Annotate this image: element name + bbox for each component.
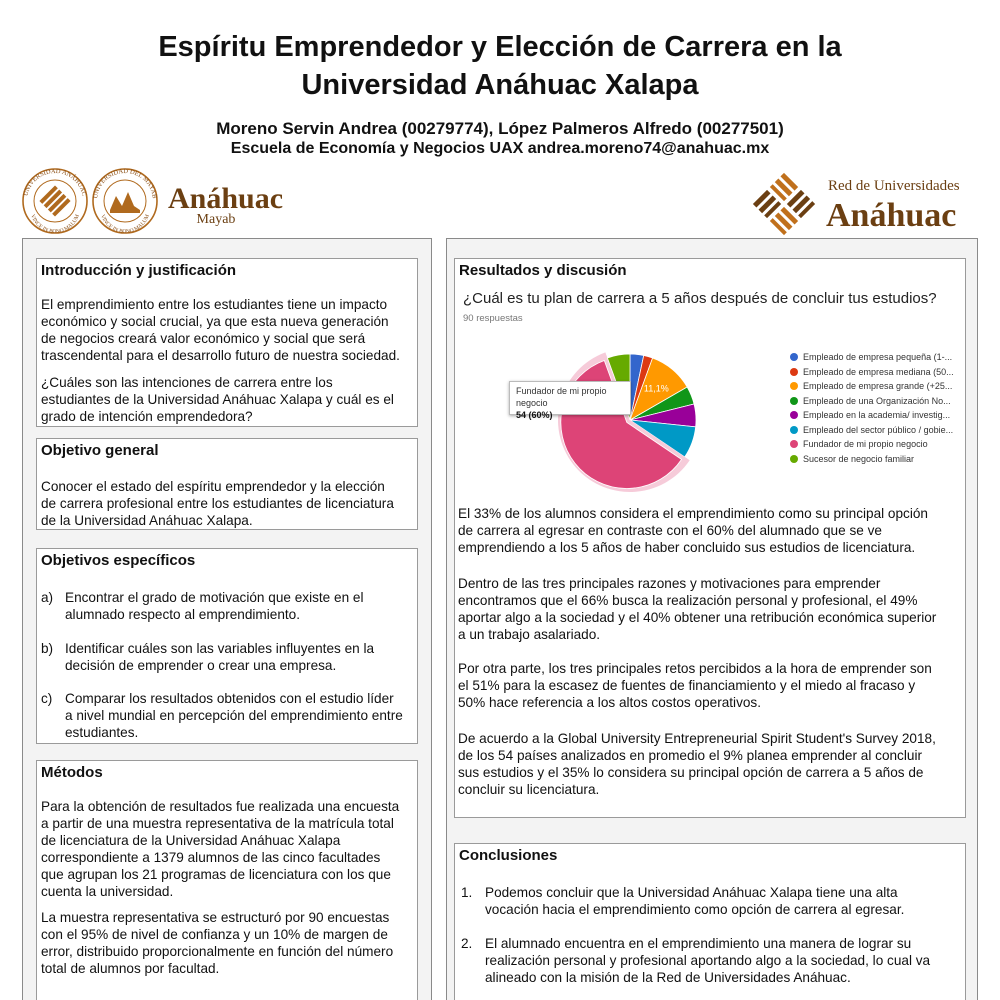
legend-label: Empleado de empresa grande (+25... xyxy=(803,381,953,391)
text-line: encontramos que el 66% busca la realización personal y profesional, el 49% xyxy=(458,593,918,608)
text-line: Identificar cuáles son las variables influyentes en la xyxy=(65,641,375,656)
metodos-paragraph-1 xyxy=(41,798,399,900)
text-line: aportar algo a la sociedad y el 40% obtener una retribución económica superior xyxy=(458,610,937,625)
especificos-section xyxy=(36,548,418,744)
resultados-paragraph-3 xyxy=(458,660,932,711)
text-line: Por otra parte, los tres principales retos percibidos a la hora de emprender son xyxy=(458,661,932,676)
text-line: El alumnado encuentra en el emprendimiento una manera de lograr su xyxy=(485,936,912,951)
tooltip-label: Fundador de mi propio negocio xyxy=(516,386,607,408)
legend-label: Sucesor de negocio familiar xyxy=(803,453,915,464)
text-line: que agrupan los 21 programas de licenciatura con los que xyxy=(41,867,391,882)
legend-label: Empleado en la academia/ investig... xyxy=(803,410,951,420)
text-line: sus estudios y el 35% lo considera su principal opción de carrera a 5 años de xyxy=(458,765,924,780)
resultados-paragraph-2 xyxy=(458,575,936,643)
text-line: Comparar los resultados obtenidos con el estudio líder xyxy=(65,691,394,706)
seal1-text: UNIVERSIDAD ANÁHUAC xyxy=(22,167,88,197)
text-line: realización personal y profesional aportando algo a la sociedad, lo cual va xyxy=(485,953,931,968)
text-line: El emprendimiento entre los estudiantes tiene un impacto xyxy=(41,297,388,312)
text-line: emprendiendo a los 5 años de haber concluido sus estudios de licenciatura. xyxy=(458,540,916,555)
seal1-motto: VINCE IN BONO MALUM xyxy=(29,213,81,236)
intro-paragraph-1 xyxy=(41,296,400,364)
anahuac-mayab-logo xyxy=(20,166,290,236)
text-line: estudiantes de la Universidad Anáhuac Xalapa y cuál es el xyxy=(41,392,394,407)
conclusiones-heading: Conclusiones xyxy=(459,847,558,864)
text-line: alumnado respecto al emprendimiento. xyxy=(65,607,301,622)
text-line: La muestra representativa se estructuró por 90 encuestas xyxy=(41,910,390,925)
text-line: a partir de una muestra representativa de la matrícula total xyxy=(41,816,394,831)
text-line: de los 54 países analizados en promedio el 9% planea emprender al concluir xyxy=(458,748,922,763)
text-line: Encontrar el grado de motivación que existe en el xyxy=(65,590,364,605)
metodos-heading: Métodos xyxy=(41,764,103,781)
text-line: Conocer el estado del espíritu emprendedor y la elección xyxy=(41,479,385,494)
seal2-text: UNIVERSIDAD DEL MAYAB xyxy=(92,167,158,199)
text-line: 50% hace referencia a los altos costos operativos. xyxy=(458,695,762,710)
text-line: Podemos concluir que la Universidad Anáhuac Xalapa tiene una alta xyxy=(485,885,898,900)
woven-squares-icon xyxy=(753,173,815,235)
text-line: trascendental para el desarrollo futuro de nuestra sociedad. xyxy=(41,348,400,363)
survey-responses: 90 respuestas xyxy=(463,313,523,324)
legend-swatch xyxy=(790,426,798,434)
text-line: a nivel mundial en percepción del emprendimiento entre xyxy=(65,708,403,723)
text-line: Dentro de las tres principales razones y motivaciones para emprender xyxy=(458,576,881,591)
list-item xyxy=(41,690,411,741)
list-marker: 1. xyxy=(461,885,473,900)
survey-question: ¿Cuál es tu plan de carrera a 5 años después de concluir tus estudios? xyxy=(463,290,937,307)
text-line: económico y social crucial, ya que esta nueva generación xyxy=(41,314,389,329)
conclusiones-section xyxy=(454,843,966,1000)
legend-swatch xyxy=(790,440,798,448)
anahuac-mayab-sub: Mayab xyxy=(196,212,236,227)
intro-section xyxy=(36,258,418,427)
resultados-paragraph-4 xyxy=(458,730,936,798)
resultados-paragraph-1 xyxy=(458,505,928,556)
text-line: alineado con la misión de la Red de Universidades Anáhuac. xyxy=(485,970,851,985)
text-line: total de alumnos por facultad. xyxy=(41,961,220,976)
legend-label: Empleado de una Organización No... xyxy=(803,395,951,406)
text-line: correspondiente a 1379 alumnos de las cinco facultades xyxy=(41,850,381,865)
pie-tooltip xyxy=(509,381,631,420)
legend-swatch xyxy=(790,455,798,463)
text-line: concluir su licenciatura. xyxy=(458,782,600,797)
poster-title xyxy=(0,28,1000,104)
objetivo-heading: Objetivo general xyxy=(41,442,159,459)
text-line: decisión de emprender o crear una empresa. xyxy=(65,658,337,673)
resultados-heading: Resultados y discusión xyxy=(459,262,627,279)
intro-paragraph-2 xyxy=(41,374,394,425)
legend-swatch xyxy=(790,353,798,361)
red-line-1: Red de Universidades xyxy=(828,178,960,194)
text-line: error, distribuido proporcionalmente en función del número xyxy=(41,944,394,959)
text-line: estudiantes. xyxy=(65,725,139,740)
especificos-heading: Objetivos específicos xyxy=(41,552,196,569)
legend-swatch xyxy=(790,397,798,405)
seal-universidad-mayab-icon xyxy=(92,168,158,235)
anahuac-mayab-name: Anáhuac xyxy=(168,182,284,215)
text-line: de carrera profesional entre los estudiantes de licenciatura xyxy=(41,496,394,511)
authors: Moreno Servin Andrea (00279774), López Palmeros Alfredo (00277501) xyxy=(216,119,784,138)
red-line-2: Anáhuac xyxy=(826,197,957,234)
text-line: de carrera al egresar en contraste con el 60% del alumnado que se ve xyxy=(458,523,882,538)
text-line: el 51% para la escasez de fuentes de financiamiento y el miedo al fracaso y xyxy=(458,678,916,693)
text-line: grado de intención emprendedora? xyxy=(41,409,253,424)
pie-data-label: 11,1% xyxy=(643,383,669,394)
legend-swatch xyxy=(790,411,798,419)
metodos-paragraph-2 xyxy=(41,909,393,977)
list-item xyxy=(461,884,961,918)
text-line: Para la obtención de resultados fue realizada una encuesta xyxy=(41,799,400,814)
text-line: El 33% de los alumnos considera el emprendimiento como su principal opción xyxy=(458,506,928,521)
legend-label: Empleado de empresa mediana (50... xyxy=(803,366,954,377)
legend-label: Empleado del sector público / gobie... xyxy=(803,424,954,435)
seal-universidad-anahuac-icon xyxy=(22,168,87,235)
metodos-section xyxy=(36,760,418,1000)
title-line-2: Universidad Anáhuac Xalapa xyxy=(301,69,699,101)
legend-label: Empleado de empresa pequeña (1-... xyxy=(803,352,953,362)
list-marker: c) xyxy=(41,691,53,706)
seal2-motto: VINCE IN BONO MALUM xyxy=(99,213,151,236)
text-line: con el 95% de nivel de confianza y un 10% de margen de xyxy=(41,927,388,942)
text-line: a un trabajo asalariado. xyxy=(458,627,601,642)
list-item xyxy=(41,640,411,674)
legend-swatch xyxy=(790,368,798,376)
list-marker: a) xyxy=(41,590,54,605)
list-item xyxy=(461,935,961,986)
objetivo-paragraph xyxy=(41,478,394,529)
legend-label: Fundador de mi propio negocio xyxy=(803,439,928,449)
text-line: cuenta la universidad. xyxy=(41,884,174,899)
text-line: vocación hacia el emprendimiento como opción de carrera al egresar. xyxy=(485,902,905,917)
list-item xyxy=(41,589,411,623)
red-universidades-anahuac-logo xyxy=(748,168,973,238)
text-line: de licenciatura de la Universidad Anáhuac Xalapa xyxy=(41,833,341,848)
tooltip-value: 54 (60%) xyxy=(516,410,553,420)
objetivo-section xyxy=(36,438,418,530)
legend-swatch xyxy=(790,382,798,390)
title-line-1: Espíritu Emprendedor y Elección de Carrera en la xyxy=(158,31,842,63)
text-line: de la Universidad Anáhuac Xalapa. xyxy=(41,513,253,528)
text-line: De acuerdo a la Global University Entrepreneurial Spirit Student's Survey 2018, xyxy=(458,731,936,746)
intro-heading: Introducción y justificación xyxy=(41,262,237,279)
list-marker: b) xyxy=(41,641,54,656)
text-line: ¿Cuáles son las intenciones de carrera entre los xyxy=(41,375,333,390)
text-line: de negocios creará valor económico y social que será xyxy=(41,331,366,346)
school-email: Escuela de Economía y Negocios UAX andrea.moreno74@anahuac.mx xyxy=(230,140,770,157)
list-marker: 2. xyxy=(461,936,473,951)
